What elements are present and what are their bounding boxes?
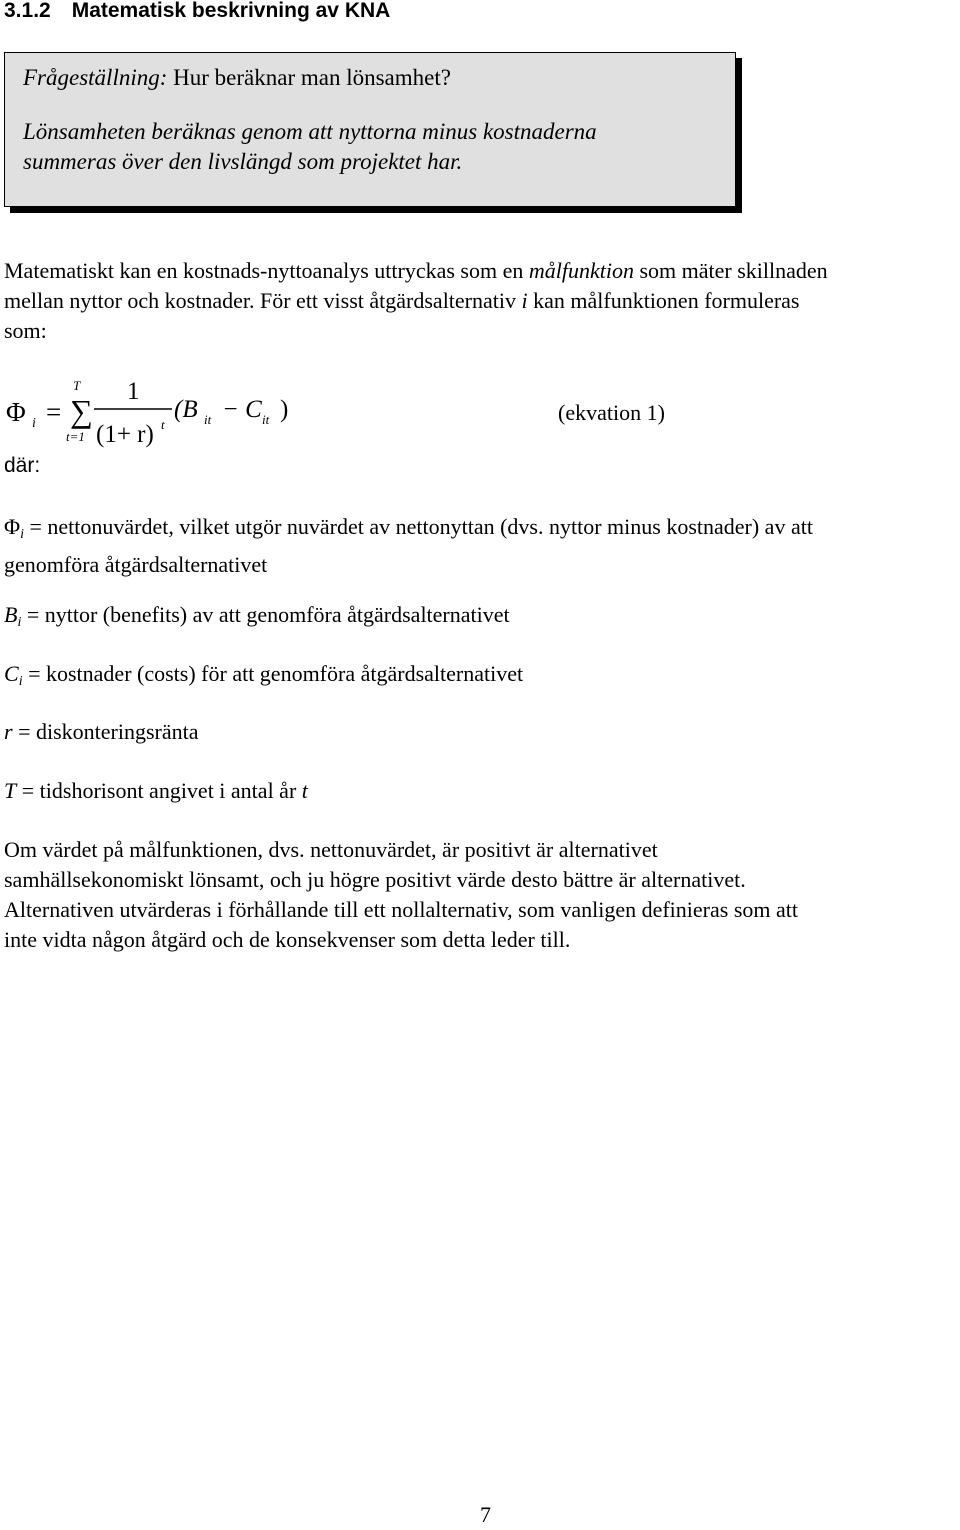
answer-line-2: summeras över den livslängd som projektet har. <box>23 149 463 174</box>
eq-equals: = <box>46 397 62 427</box>
def-b: $B_i$ = nyttor (benefits) av att genomföra åtgärdsalternativet <box>4 602 510 630</box>
intro-line-2: mellan nyttor och kostnader. För ett visst åtgärdsalternativ i kan målfunktionen formuleras <box>4 288 800 313</box>
eq-b: (B <box>174 396 198 423</box>
equation-label: (ekvation 1) <box>558 400 665 425</box>
eq-minus-c: − C <box>222 396 262 423</box>
def-t: T = tidshorisont angivet i antal år t <box>4 778 308 803</box>
eq-denominator-exp: t <box>161 417 165 432</box>
intro-paragraph <box>4 256 960 346</box>
conclusion-line-2: samhällsekonomiskt lönsamt, och ju högre positivt värde desto bättre är alternativet. <box>4 867 746 892</box>
def-c: $C_i$ = kostnader (costs) för att genomföra åtgärdsalternativet <box>4 661 524 689</box>
def-phi: $\Phi_i$ = nettonuvärdet, vilket utgör nuvärdet av nettonyttan (dvs. nyttor minus kostnader) av att genomföra åtgärdsalternativet <box>4 514 813 577</box>
where-label: där: <box>4 454 41 477</box>
section-heading: 3.1.2 Matematisk beskrivning av KNA <box>4 0 391 22</box>
question-line <box>23 63 451 93</box>
eq-close: ) <box>280 396 289 423</box>
eq-sum-sign: ∑ <box>70 393 93 429</box>
eq-sum-lower: t=1 <box>66 429 85 444</box>
term-malfunktion: målfunktion <box>528 258 634 283</box>
eq-phi-sub: i <box>32 416 36 431</box>
def-r: r = diskonteringsränta <box>4 719 199 744</box>
eq-phi: Φ <box>6 397 26 427</box>
conclusion-line-3: Alternativen utvärderas i förhållande till ett nollalternativ, som vanligen definieras som att <box>4 897 798 922</box>
intro-line-3: som: <box>4 318 47 343</box>
question-text: Hur beräknar man lönsamhet? <box>167 65 451 90</box>
conclusion-paragraph <box>4 835 960 955</box>
answer-line-1: Lönsamheten beräknas genom att nyttorna minus kostnaderna <box>23 119 597 144</box>
eq-denominator: (1+ r) <box>96 421 154 448</box>
var-i: i <box>521 288 528 313</box>
equation-1 <box>0 372 960 452</box>
conclusion-line-1: Om värdet på målfunktionen, dvs. nettonuvärdet, är positivt är alternativet <box>4 837 658 862</box>
intro-line-1: Matematiskt kan en kostnads-nyttoanalys uttryckas som en målfunktion som mäter skillnaden <box>4 258 828 283</box>
conclusion-line-4: inte vidta någon åtgärd och de konsekvenser som detta leder till. <box>4 927 571 952</box>
eq-numerator: 1 <box>127 378 140 405</box>
eq-sum-upper: T <box>73 378 81 393</box>
question-label: Frågeställning: <box>23 65 168 90</box>
question-box <box>4 52 736 207</box>
page-number: 7 <box>480 1502 491 1527</box>
eq-b-sub: it <box>204 412 212 427</box>
eq-c-sub: it <box>262 412 270 427</box>
